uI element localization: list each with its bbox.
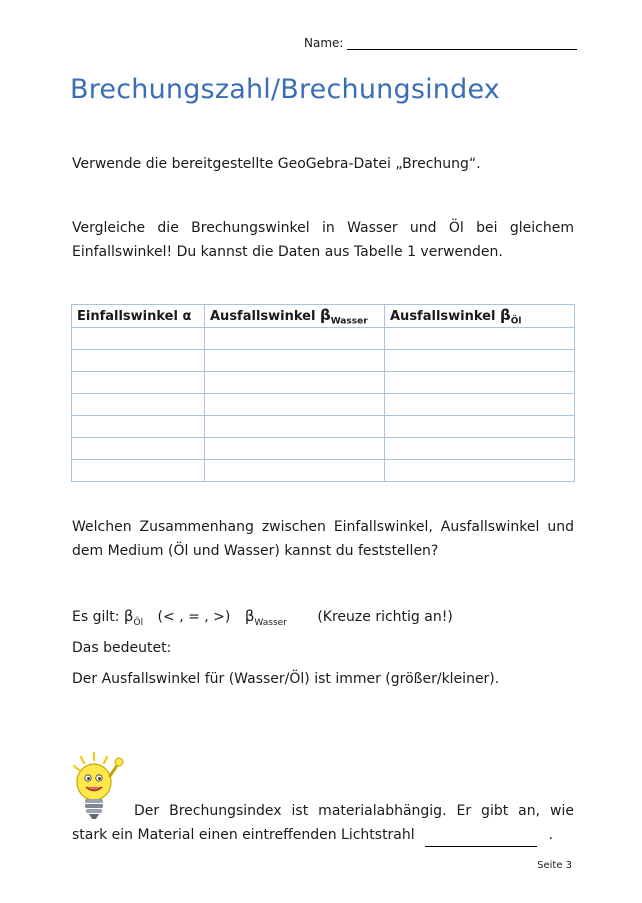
col-header-ausfallswinkel-wasser [205, 305, 385, 328]
table-cell[interactable] [205, 394, 385, 416]
comparison-options[interactable]: (< , = , >) [157, 609, 231, 625]
table-cell[interactable] [72, 328, 205, 350]
page-title: Brechungszahl/Brechungsindex [70, 74, 500, 105]
table-cell[interactable] [385, 350, 575, 372]
col2-sub: Wasser [330, 316, 368, 327]
beta-oel: β [123, 607, 134, 625]
bedeutet-text: Das bedeutet: [72, 640, 172, 656]
question-line1: Welchen Zusammenhang zwischen Einfallswinkel, Ausfallswinkel und [72, 519, 574, 535]
name-field[interactable] [304, 36, 577, 50]
statement-text: Der Ausfallswinkel für (Wasser/Öl) ist immer (größer/kleiner). [72, 671, 500, 687]
question-line2: dem Medium (Öl und Wasser) kannst du feststellen? [72, 543, 439, 559]
data-table [71, 304, 575, 482]
table-cell[interactable] [72, 416, 205, 438]
col2-beta: β [319, 305, 331, 324]
task1-line1: Vergleiche die Brechungswinkel in Wasser und Öl bei gleichem [72, 220, 574, 236]
col-header-einfallswinkel: Einfallswinkel α [72, 305, 205, 328]
table-cell[interactable] [72, 372, 205, 394]
table-cell[interactable] [205, 372, 385, 394]
task1-line2: Einfallswinkel! Du kannst die Daten aus Tabelle 1 verwenden. [72, 244, 503, 260]
table-row [72, 350, 575, 372]
tip-line2-start: stark ein Material einen eintreffenden Lichtstrahl [72, 827, 415, 843]
tip-line1: Der Brechungsindex ist materialabhängig. Er gibt an, wie [134, 803, 574, 819]
table-cell[interactable] [205, 350, 385, 372]
table-row [72, 394, 575, 416]
answer-blank-line[interactable] [425, 832, 537, 847]
table-cell[interactable] [72, 394, 205, 416]
table-cell[interactable] [385, 372, 575, 394]
col3-main: Ausfallswinkel [390, 308, 500, 324]
es-gilt-line [72, 604, 574, 635]
intro-text: Verwende die bereitgestellte GeoGebra-Datei „Brechung“. [72, 156, 481, 172]
table-header-row [72, 305, 575, 328]
sub-oel: Öl [133, 617, 144, 628]
table-cell[interactable] [205, 416, 385, 438]
sub-wasser: Wasser [254, 617, 287, 628]
col2-main: Ausfallswinkel [210, 308, 320, 324]
table-cell[interactable] [205, 328, 385, 350]
page-number: Seite 3 [537, 860, 572, 871]
lightbulb-icon [68, 752, 126, 824]
table-row [72, 328, 575, 350]
col-header-ausfallswinkel-oel [385, 305, 575, 328]
table-row [72, 416, 575, 438]
table-cell[interactable] [72, 460, 205, 482]
table-row [72, 372, 575, 394]
table-cell[interactable] [205, 460, 385, 482]
table-cell[interactable] [72, 438, 205, 460]
col3-sub: Öl [510, 316, 522, 327]
name-blank-line[interactable] [347, 37, 577, 50]
tip-line2 [72, 823, 574, 847]
table-cell[interactable] [205, 438, 385, 460]
hint-text: (Kreuze richtig an!) [317, 609, 453, 625]
table-cell[interactable] [385, 460, 575, 482]
table-cell[interactable] [385, 394, 575, 416]
table-cell[interactable] [385, 438, 575, 460]
col3-beta: β [499, 305, 511, 324]
tip-line2-end: . [548, 827, 554, 843]
table-row [72, 460, 575, 482]
name-label: Name: [304, 36, 344, 50]
table-row [72, 438, 575, 460]
table-cell[interactable] [385, 416, 575, 438]
es-gilt-prefix: Es gilt: [72, 609, 124, 625]
table-cell[interactable] [385, 328, 575, 350]
table-cell[interactable] [72, 350, 205, 372]
beta-wasser: β [244, 607, 255, 625]
